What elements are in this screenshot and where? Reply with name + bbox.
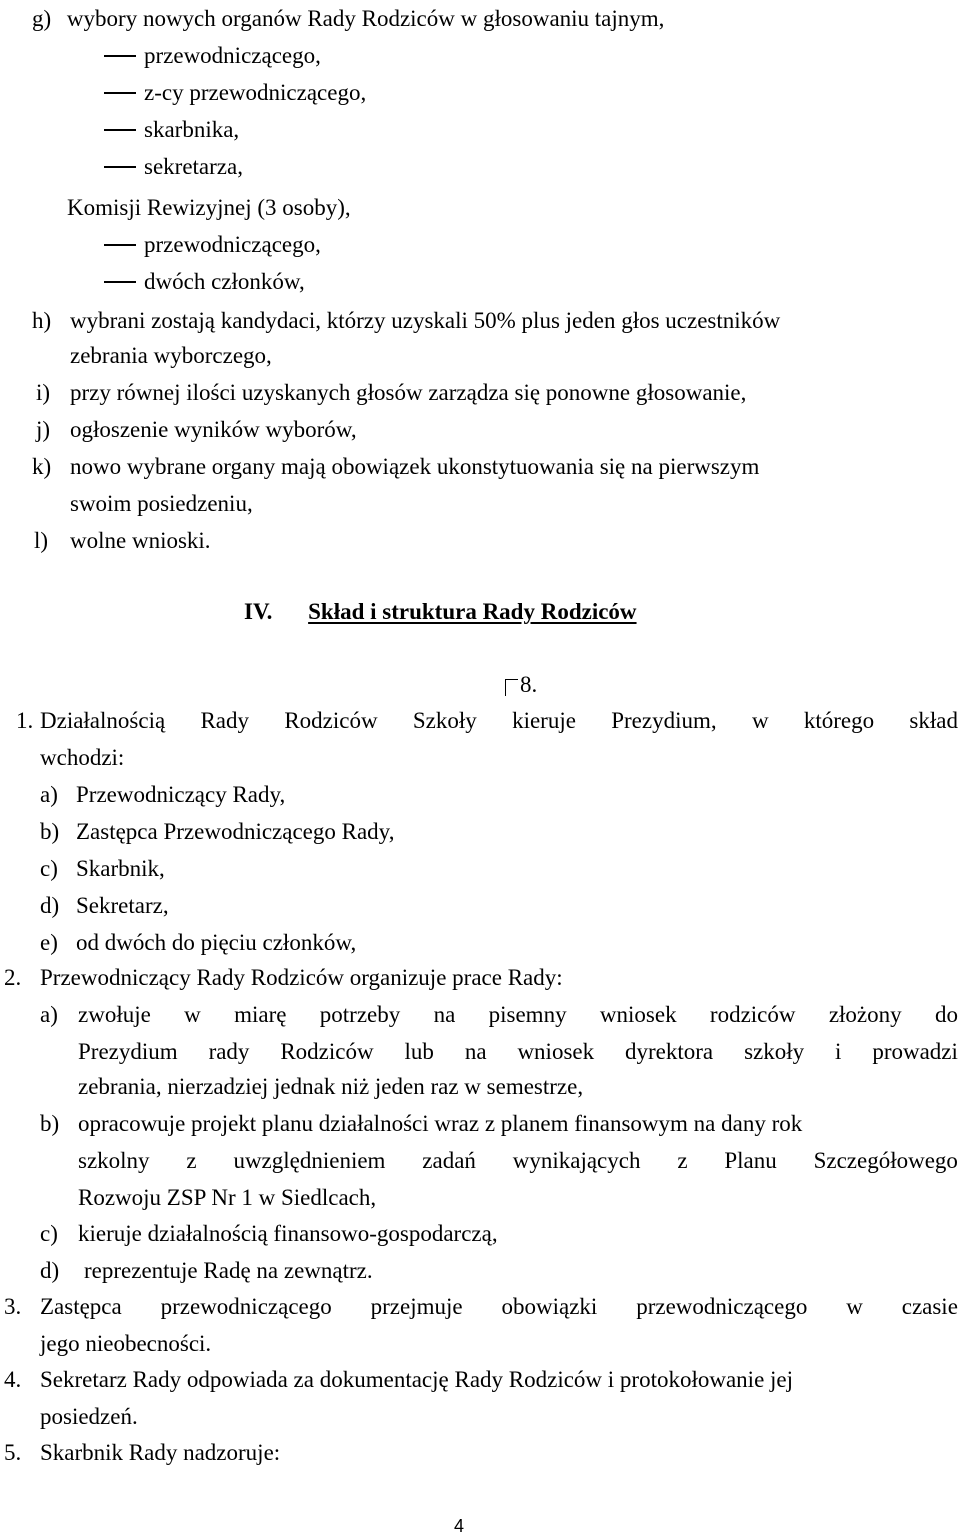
point-1-line1-text-word: skład	[909, 708, 958, 733]
point-2b-line3: Rozwoju ZSP Nr 1 w Siedlcach,	[78, 1185, 377, 1210]
item-j-text: ogłoszenie wyników wyborów,	[70, 417, 357, 442]
list-marker: b)	[40, 819, 60, 844]
point-2b-line2-text-word: z	[677, 1148, 688, 1173]
point-2a-line2-text-word: i	[835, 1039, 842, 1064]
paragraph-number	[505, 672, 537, 698]
point-1-line1-text-word: kieruje	[512, 708, 576, 733]
point-2b-line2-text-word: z	[186, 1148, 197, 1173]
dash-item-text: skarbnika,	[144, 117, 240, 142]
point-3-line2: jego nieobecności.	[40, 1331, 212, 1356]
point-2a-line2-text-word: Prezydium	[78, 1039, 178, 1064]
point-3-line1	[40, 1294, 958, 1320]
dash-item-text: sekretarza,	[144, 154, 243, 179]
point-2b-line2	[78, 1148, 958, 1174]
list-marker: a)	[40, 782, 58, 807]
list-marker: d)	[40, 1258, 60, 1283]
paragraph-sign-icon	[505, 679, 518, 696]
item-k-line2: swoim posiedzeniu,	[70, 491, 253, 516]
list-item	[40, 782, 58, 808]
dash-bullet	[104, 166, 136, 168]
item-h-line1: wybrani zostają kandydaci, którzy uzyskali 50% plus jeden głos uczestników	[70, 308, 781, 333]
page-number: 4	[454, 1516, 465, 1536]
point-4-line1: Sekretarz Rady odpowiada za dokumentację Rady Rodziców i protokołowanie jej	[40, 1367, 794, 1392]
point-5-text: Skarbnik Rady nadzoruje:	[40, 1440, 281, 1465]
dash-item	[104, 269, 305, 295]
point-3-line1-text-word: w	[846, 1294, 863, 1319]
section-heading	[244, 599, 637, 625]
dash-item-text: przewodniczącego,	[144, 232, 321, 257]
item-j-marker: j)	[36, 417, 51, 442]
list-item-text: Zastępca Przewodniczącego Rady,	[76, 819, 395, 844]
point-3-line1-text-word: czasie	[901, 1294, 958, 1319]
item-i-text: przy równej ilości uzyskanych głosów zarządza się ponowne głosowanie,	[70, 380, 747, 405]
point-2b-line2-text-word: zadań	[422, 1148, 476, 1173]
point-4-number: 4.	[4, 1367, 22, 1392]
dash-item-text: z-cy przewodniczącego,	[144, 80, 367, 105]
list-item	[40, 819, 59, 845]
point-2a-line1-text-word: do	[934, 1002, 958, 1027]
point-2a-line1-text-word: w	[184, 1002, 201, 1027]
point-2a-line1	[78, 1002, 958, 1028]
dash-bullet	[104, 92, 136, 94]
dash-bullet	[104, 244, 136, 246]
dash-item	[104, 154, 243, 180]
point-3-line1-text-word: przewodniczącego	[160, 1294, 332, 1319]
dash-item-text: dwóch członków,	[144, 269, 305, 294]
point-2a-line1-text-word: złożony	[828, 1002, 902, 1027]
dash-item	[104, 117, 239, 143]
point-3-line1-text-word: obowiązki	[501, 1294, 598, 1319]
item-l-marker: l)	[34, 528, 49, 553]
dash-item	[104, 232, 321, 258]
item-k-line1: nowo wybrane organy mają obowiązek ukonstytuowania się na pierwszym	[70, 454, 760, 479]
dash-bullet	[104, 55, 136, 57]
point-2a-line2-text-word: lub	[404, 1039, 434, 1064]
item-marker: g)	[32, 6, 52, 31]
list-marker: d)	[40, 893, 60, 918]
list-item-text: Sekretarz,	[76, 893, 169, 918]
item-k-marker: k)	[32, 454, 52, 479]
list-item-text: Skarbnik,	[76, 856, 165, 881]
list-item	[40, 893, 59, 919]
point-3-line1-text-word: przejmuje	[370, 1294, 463, 1319]
point-5-number: 5.	[4, 1440, 22, 1465]
point-4-line2: posiedzeń.	[40, 1404, 138, 1429]
section-numeral: IV.	[244, 599, 273, 624]
point-3-number: 3.	[4, 1294, 22, 1319]
point-2a-line1-text-word: pisemny	[488, 1002, 567, 1027]
dash-item	[104, 80, 366, 106]
dash-item	[104, 43, 321, 69]
point-1-line1-text-word: w	[751, 708, 769, 733]
point-2a-line1-text-word: potrzeby	[319, 1002, 401, 1027]
point-1-line2: wchodzi:	[40, 745, 125, 770]
point-2a-line2-text-word: wniosek	[517, 1039, 595, 1064]
point-1-line1-text-word: Szkoły	[412, 708, 477, 733]
point-1-line1	[40, 708, 958, 734]
item-i-marker: i)	[36, 380, 51, 405]
point-1-line1-text-word: Działalnością	[40, 708, 166, 733]
point-2a-line2-text-word: na	[464, 1039, 487, 1064]
point-2a-line2-text-word: szkoły	[744, 1039, 805, 1064]
point-2b-line2-text-word: Szczegółowego	[813, 1148, 958, 1173]
point-2a-line1-text-word: wniosek	[599, 1002, 677, 1027]
point-2a-line1-text-word: rodziców	[709, 1002, 796, 1027]
point-2b-line2-text-word: wynikających	[512, 1148, 641, 1173]
paragraph-number-text: 8.	[520, 672, 538, 697]
point-2a-line2-text-word: Rodziców	[280, 1039, 374, 1064]
point-2b-line2-text-word: szkolny	[78, 1148, 150, 1173]
point-2a-line1-text-word: zwołuje	[78, 1002, 151, 1027]
list-item	[40, 856, 58, 882]
point-3-line1-text-word: przewodniczącego	[636, 1294, 808, 1319]
item-h-line2: zebrania wyborczego,	[70, 343, 272, 368]
point-2-text: Przewodniczący Rady Rodziców organizuje prace Rady:	[40, 965, 563, 990]
item-l-text: wolne wnioski.	[70, 528, 211, 553]
point-2a-line2-text-word: dyrektora	[625, 1039, 714, 1064]
point-2c-text: kieruje działalnością finansowo-gospodarczą,	[78, 1221, 498, 1246]
point-1-number: 1.	[16, 708, 34, 733]
point-2b-line2-text-word: Planu	[724, 1148, 777, 1173]
point-1-line1-text-word: którego	[803, 708, 875, 733]
point-2a-line2	[78, 1039, 958, 1065]
point-2a-line1-text-word: na	[433, 1002, 456, 1027]
point-1-line1-text-word: Rodziców	[284, 708, 378, 733]
item-text: wybory nowych organów Rady Rodziców w głosowaniu tajnym,	[66, 6, 665, 31]
list-marker: c)	[40, 856, 58, 881]
point-2a-line2-text-word: rady	[208, 1039, 250, 1064]
point-3-line1-text-word: Zastępca	[40, 1294, 122, 1319]
list-item	[40, 930, 58, 956]
list-marker: b)	[40, 1111, 60, 1136]
dash-item-text: przewodniczącego,	[144, 43, 321, 68]
point-2a-line3: zebrania, nierzadziej jednak niż jeden raz w semestrze,	[78, 1074, 584, 1099]
list-item-text: Przewodniczący Rady,	[76, 782, 286, 807]
point-2-number: 2.	[4, 965, 22, 990]
komisja-line: Komisji Rewizyjnej (3 osoby),	[67, 195, 351, 220]
point-2d-text: reprezentuje Radę na zewnątrz.	[84, 1258, 373, 1283]
point-2a-line1-text-word: miarę	[234, 1002, 287, 1027]
item-h-marker: h)	[32, 308, 52, 333]
list-marker: c)	[40, 1221, 58, 1246]
point-2b-line1: opracowuje projekt planu działalności wraz z planem finansowym na dany rok	[78, 1111, 803, 1136]
list-marker: e)	[40, 930, 58, 955]
list-item-text: od dwóch do pięciu członków,	[76, 930, 357, 955]
point-2b-line2-text-word: uwzględnieniem	[233, 1148, 386, 1173]
point-2a-line2-text-word: prowadzi	[872, 1039, 958, 1064]
dash-bullet	[104, 129, 136, 131]
section-title: Skład i struktura Rady Rodziców	[308, 599, 637, 624]
item-g	[32, 6, 664, 32]
point-1-line1-text-word: Prezydium,	[611, 708, 717, 733]
dash-bullet	[104, 281, 136, 283]
list-marker: a)	[40, 1002, 58, 1027]
point-1-line1-text-word: Rady	[200, 708, 250, 733]
